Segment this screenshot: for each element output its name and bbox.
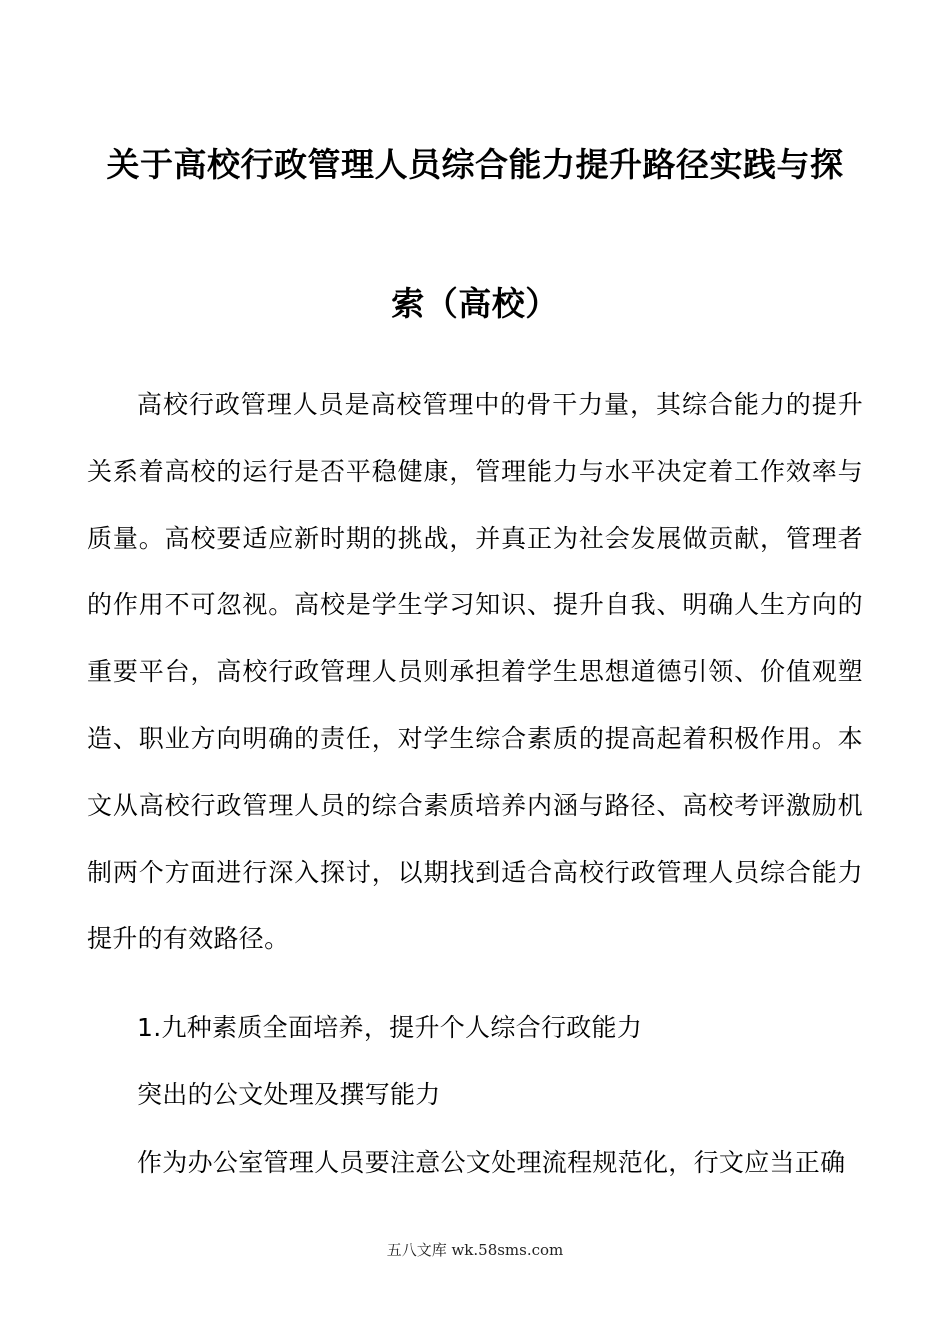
document-title-line-2: 索（高校） <box>391 284 559 323</box>
section-heading: 1.九种素质全面培养，提升个人综合行政能力 <box>137 1013 643 1042</box>
intro-paragraph: 高校行政管理人员是高校管理中的骨干力量，其综合能力的提升关系着高校的运行是否平稳健康，管理能力与水平决定着工作效率与质量。高校要适应新时期的挑战，并真正为社会发展做贡献，管理者的作用不可忽视。高校是学生学习知识、提升自我、明确人生方向的重要平台，高校行政管理人员则承担着学生思想道德引领、价值观塑造、职业方向明确的责任，对学生综合素质的提高起着积极作用。本文从高校行政管理人员的综合素质培养内涵与路径、高校考评激励机制两个方面进行深入探讨，以期找到适合高校行政管理人员综合能力提升的有效路径。 <box>87 390 863 954</box>
document-title-line-1: 关于高校行政管理人员综合能力提升路径实践与探 <box>106 145 844 184</box>
subsection-heading: 突出的公文处理及撰写能力 <box>137 1080 441 1109</box>
body-paragraph: 作为办公室管理人员要注意公文处理流程规范化，行文应当正确 <box>137 1148 846 1177</box>
page-footer-watermark: 五八文库 wk.58sms.com <box>386 1241 564 1259</box>
